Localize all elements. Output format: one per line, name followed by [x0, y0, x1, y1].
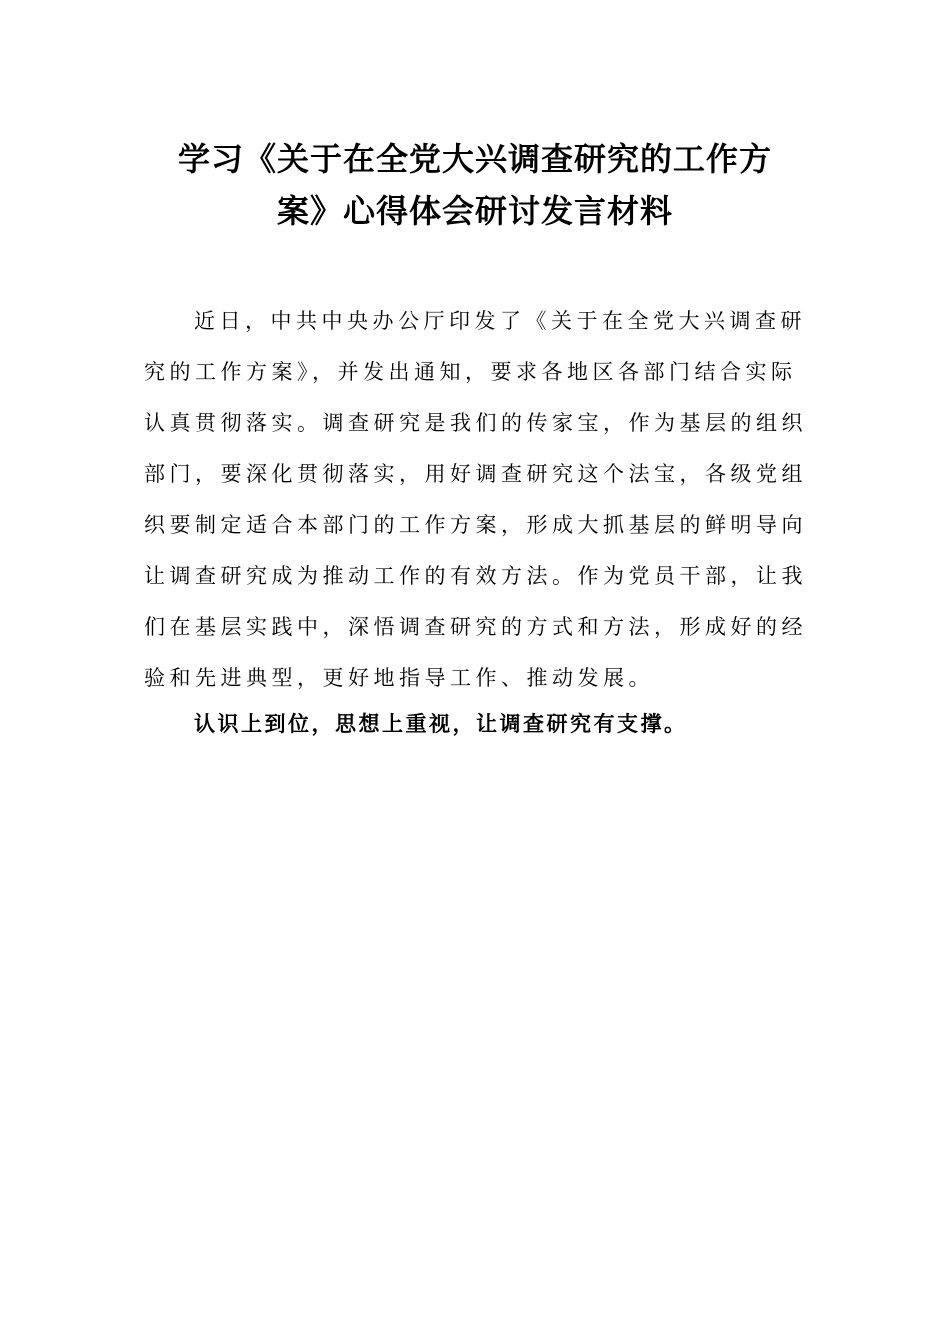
paragraph-line: 让调查研究成为推动工作的有效方法。作为党员干部，让我 [144, 564, 807, 588]
paragraph-line: 验和先进典型，更好地指导工作、推动发展。 [144, 666, 654, 690]
body-paragraph [144, 296, 809, 704]
paragraph-line: 织要制定适合本部门的工作方案，形成大抓基层的鲜明导向 [144, 513, 807, 537]
paragraph-line: 部门，要深化贯彻落实，用好调查研究这个法宝，各级党组 [144, 462, 807, 486]
paragraph-line: 近日，中共中央办公厅印发了《关于在全党大兴调查研 [194, 309, 806, 333]
section-subheading: 认识上到位，思想上重视，让调查研究有支撑。 [194, 712, 688, 736]
title-line: 案》心得体会研讨发言材料 [276, 192, 673, 230]
paragraph-line: 认真贯彻落实。调查研究是我们的传家宝，作为基层的组织 [144, 411, 807, 435]
paragraph-line: 们在基层实践中，深悟调查研究的方式和方法，形成好的经 [144, 615, 807, 639]
title-line: 学习《关于在全党大兴调查研究的工作方 [177, 140, 772, 178]
document-title [140, 133, 810, 237]
paragraph-line: 究的工作方案》，并发出通知，要求各地区各部门结合实际 [144, 360, 797, 384]
